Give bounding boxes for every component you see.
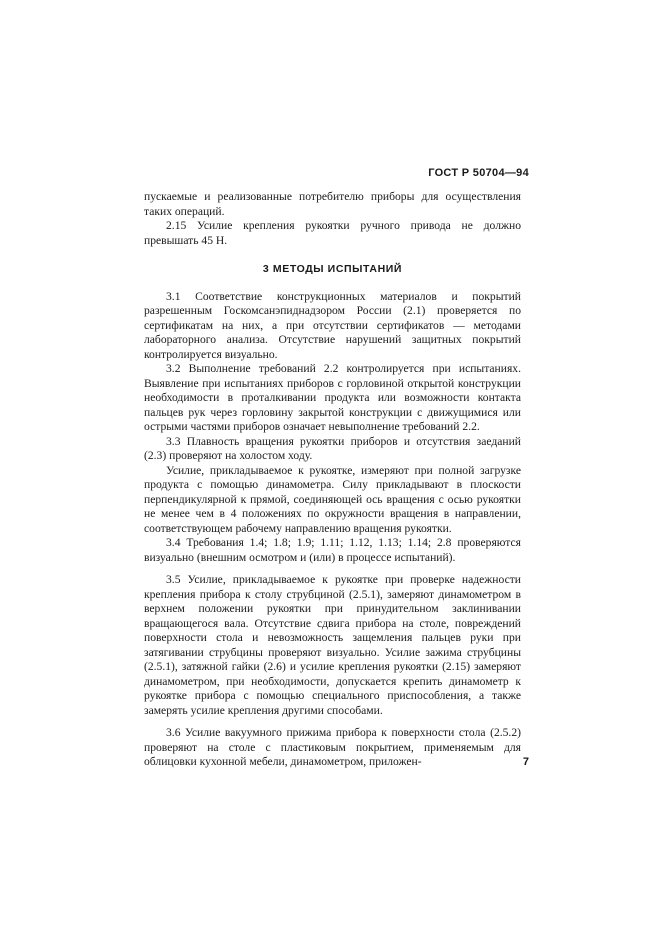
page-body [144,190,521,770]
paragraph-3-3-force: Усилие, прикладываемое к рукоятке, измеряют при полной загрузке продукта с помощью динамометра. Силу прикладывают в плоскости перпендикулярной к прямой, соединяющей ось вращения с осью рукоятки не менее чем в 4 положениях по окружности вращения в направлении, соответствующем рабочему направлению вращения рукоятки. [144,463,521,535]
paragraph-3-5: 3.5 Усилие, прикладываемое к рукоятке при проверке надежности крепления прибора к столу струбциной (2.5.1), замеряют динамометром в верхнем положении рукоятки при принудительном заклинивании вращающегося вала. Отсутствие сдвига прибора на столе, повреждений поверхности стола и невозможность защемления пальцев руки при затягивании струбцины проверяют визуально. Усилие зажима струбцины (2.5.1), затяжной гайки (2.6) и усилие крепления рукоятки (2.15) замеряют динамометром, при необходимости, допускается крепить динамометр к рукоятке прибора с помощью специального приспособления, а также замерять усилие крепления другими способами. [144,573,521,717]
document-code: ГОСТ Р 50704—94 [428,167,529,179]
paragraph-3-2: 3.2 Выполнение требований 2.2 контролируется при испытаниях. Выявление при испытаниях приборов с горловиной открытой конструкции необходимости в проталкивании продукта или возможности контакта пальцев рук через горловину закрытой конструкции с движущимися или острыми частями приборов означает невыполнение требований 2.2. [144,362,521,433]
section-title: 3 МЕТОДЫ ИСПЫТАНИЙ [262,263,403,275]
paragraph-3-6: 3.6 Усилие вакуумного прижима прибора к поверхности стола (2.5.2) проверяют на столе с пластиковым покрытием, применяемым для облицовки кухонной мебели, динамометром, приложен- [144,726,521,768]
page-number: 7 [522,756,529,768]
paragraph-continuation: пускаемые и реализованные потребителю приборы для осуществления таких операций. [144,190,521,218]
paragraph-3-1: 3.1 Соответствие конструкционных материалов и покрытий разрешенным Госкомсанэпиднадзором России (2.1) проверяется по сертификатам на них, а при отсутствии сертификатов — методами лабораторного анализа. Отсутствие нарушений защитных покрытий контролируется визуально. [144,289,521,361]
paragraph-2-15: 2.15 Усилие крепления рукоятки ручного привода не должно превышать 45 Н. [144,219,521,247]
paragraph-3-4: 3.4 Требования 1.4; 1.8; 1.9; 1.11; 1.12, 1.13; 1.14; 2.8 проверяются визуально (внешним осмотром и (или) в процессе испытаний). [144,536,521,564]
paragraph-3-3: 3.3 Плавность вращения рукоятки приборов и отсутствия заеданий (2.3) проверяют на холостом ходу. [144,434,521,462]
